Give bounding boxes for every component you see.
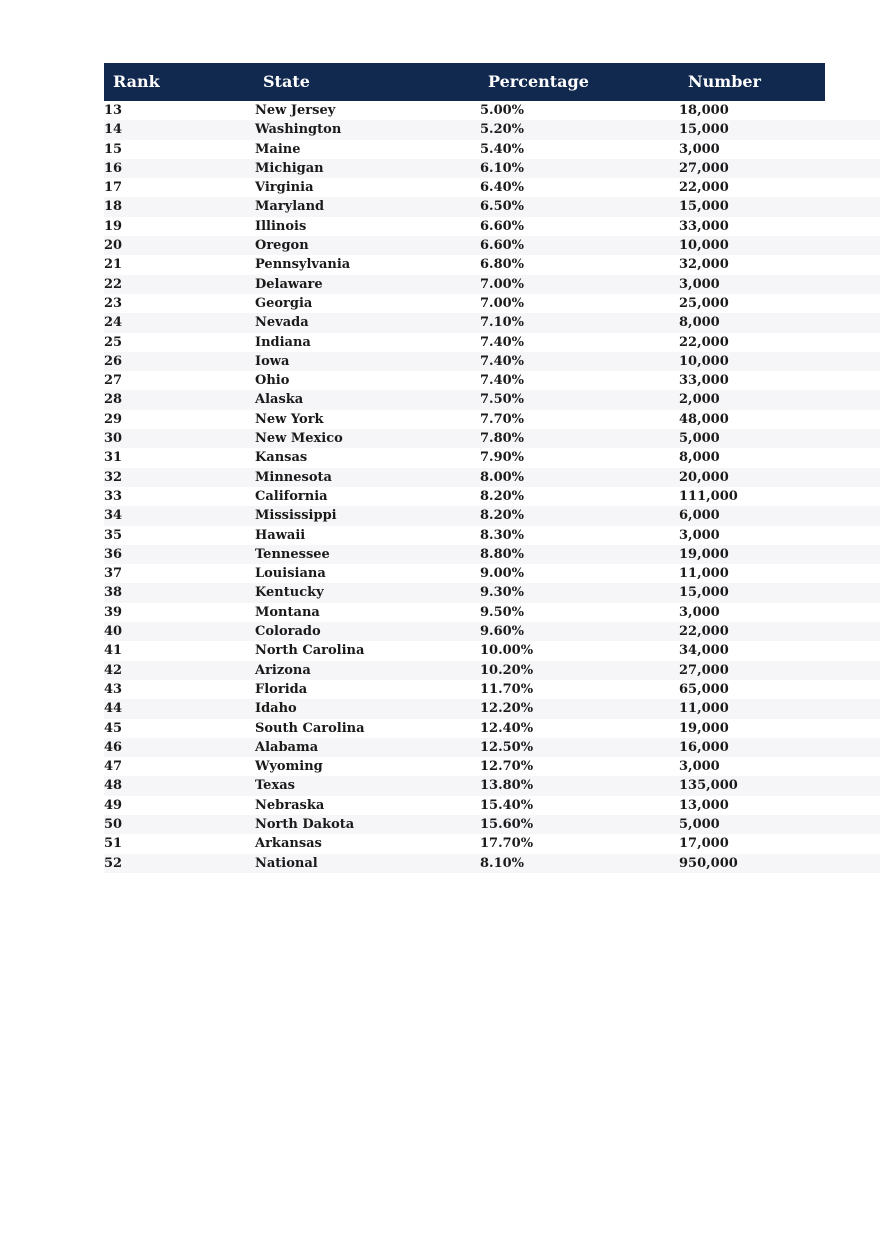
table-row [104,680,880,699]
state-cell: Florida [255,681,308,697]
percentage-cell: 8.80% [480,546,525,562]
rank-cell: 40 [104,624,123,640]
rank-cell: 37 [104,566,123,582]
table-row [104,699,880,718]
table-row [104,120,880,139]
percentage-cell: 6.40% [480,180,525,196]
rank-cell: 48 [104,778,123,794]
percentage-cell: 7.00% [480,295,525,311]
percentage-cell: 8.30% [480,527,525,543]
number-cell: 48,000 [679,411,729,427]
state-cell: Georgia [255,295,313,311]
number-cell: 135,000 [679,778,738,794]
rank-cell: 47 [104,759,123,775]
table-row [104,564,880,583]
rank-cell: 25 [104,334,123,350]
table-row [104,410,880,429]
state-cell: Illinois [255,218,307,234]
percentage-cell: 8.20% [480,488,525,504]
header-number: Number [688,72,761,91]
state-cell: Mississippi [255,508,337,524]
state-cell: Michigan [255,160,324,176]
percentage-cell: 7.40% [480,334,525,350]
number-cell: 3,000 [679,527,720,543]
table-row [104,448,880,467]
number-cell: 8,000 [679,315,720,331]
number-cell: 10,000 [679,353,729,369]
percentage-cell: 6.50% [480,199,525,215]
header-state: State [263,72,310,91]
number-cell: 20,000 [679,469,729,485]
number-cell: 15,000 [679,199,729,215]
percentage-cell: 9.60% [480,624,525,640]
number-cell: 3,000 [679,141,720,157]
percentage-cell: 12.20% [480,701,534,717]
rank-cell: 21 [104,257,123,273]
number-cell: 19,000 [679,720,729,736]
rank-cell: 18 [104,199,123,215]
percentage-cell: 7.70% [480,411,525,427]
number-cell: 950,000 [679,855,738,871]
table-row [104,622,880,641]
state-cell: Iowa [255,353,290,369]
table-row [104,313,880,332]
table-row [104,776,880,795]
rank-cell: 49 [104,797,123,813]
rank-cell: 34 [104,508,123,524]
percentage-cell: 12.40% [480,720,534,736]
number-cell: 27,000 [679,662,729,678]
percentage-cell: 7.40% [480,373,525,389]
state-cell: Tennessee [255,546,330,562]
rank-cell: 33 [104,488,123,504]
rank-cell: 16 [104,160,123,176]
percentage-cell: 8.20% [480,508,525,524]
rank-cell: 36 [104,546,123,562]
number-cell: 15,000 [679,585,729,601]
table-row [104,719,880,738]
rank-cell: 19 [104,218,123,234]
state-cell: Nevada [255,315,309,331]
rank-cell: 28 [104,392,123,408]
percentage-cell: 5.20% [480,122,525,138]
rank-cell: 23 [104,295,123,311]
percentage-cell: 12.70% [480,759,534,775]
rank-cell: 46 [104,739,123,755]
table-row [104,545,880,564]
percentage-cell: 11.70% [480,681,534,697]
table-row [104,178,880,197]
number-cell: 8,000 [679,450,720,466]
table-row [104,506,880,525]
header-percentage: Percentage [488,72,589,91]
percentage-cell: 10.00% [480,643,534,659]
table-row [104,854,880,873]
number-cell: 19,000 [679,546,729,562]
percentage-cell: 9.50% [480,604,525,620]
percentage-cell: 6.60% [480,238,525,254]
rank-cell: 50 [104,816,123,832]
table-row [104,390,880,409]
rank-cell: 27 [104,373,123,389]
percentage-cell: 9.00% [480,566,525,582]
percentage-cell: 7.40% [480,353,525,369]
percentage-cell: 8.10% [480,855,525,871]
state-cell: Kentucky [255,585,324,601]
state-cell: Wyoming [255,759,323,775]
table-row [104,583,880,602]
number-cell: 3,000 [679,604,720,620]
number-cell: 65,000 [679,681,729,697]
rank-cell: 24 [104,315,123,331]
state-cell: Louisiana [255,566,326,582]
table-row [104,815,880,834]
table-row [104,294,880,313]
table-row [104,834,880,853]
number-cell: 3,000 [679,276,720,292]
state-cell: Kansas [255,450,308,466]
table-row [104,661,880,680]
percentage-cell: 17.70% [480,836,534,852]
rank-cell: 29 [104,411,123,427]
state-cell: Minnesota [255,469,332,485]
number-cell: 22,000 [679,334,729,350]
table-row [104,738,880,757]
state-cell: Ohio [255,373,290,389]
percentage-cell: 13.80% [480,778,534,794]
table-row [104,236,880,255]
rank-cell: 30 [104,431,123,447]
percentage-cell: 5.40% [480,141,525,157]
rank-cell: 51 [104,836,123,852]
state-cell: Colorado [255,624,321,640]
state-cell: New Jersey [255,103,336,118]
table-row [104,526,880,545]
percentage-cell: 7.00% [480,276,525,292]
state-cell: Montana [255,604,320,620]
rank-cell: 39 [104,604,123,620]
state-cell: Alabama [255,739,319,755]
state-cell: Idaho [255,701,297,717]
table-row [104,140,880,159]
table-row [104,255,880,274]
state-cell: Hawaii [255,527,306,543]
rank-cell: 45 [104,720,123,736]
state-cell: Arkansas [255,836,322,852]
number-cell: 22,000 [679,180,729,196]
percentage-cell: 5.00% [480,103,525,118]
rank-cell: 14 [104,122,123,138]
state-cell: Maine [255,141,301,157]
table-row [104,371,880,390]
state-cell: Delaware [255,276,323,292]
state-cell: New Mexico [255,431,343,447]
percentage-cell: 6.80% [480,257,525,273]
number-cell: 33,000 [679,373,729,389]
number-cell: 18,000 [679,103,729,118]
number-cell: 33,000 [679,218,729,234]
state-cell: South Carolina [255,720,365,736]
state-cell: Alaska [255,392,304,408]
percentage-cell: 6.60% [480,218,525,234]
number-cell: 25,000 [679,295,729,311]
number-cell: 11,000 [679,701,729,717]
rank-cell: 41 [104,643,123,659]
state-cell: Nebraska [255,797,325,813]
table-row [104,429,880,448]
number-cell: 32,000 [679,257,729,273]
rank-cell: 22 [104,276,123,292]
state-cell: Pennsylvania [255,257,351,273]
state-cell: Maryland [255,199,325,215]
state-cell: North Dakota [255,816,355,832]
rank-cell: 17 [104,180,123,196]
state-cell: Texas [255,778,295,794]
rank-cell: 35 [104,527,123,543]
table-row [104,159,880,178]
number-cell: 6,000 [679,508,720,524]
percentage-cell: 9.30% [480,585,525,601]
number-cell: 17,000 [679,836,729,852]
number-cell: 2,000 [679,392,720,408]
rank-cell: 38 [104,585,123,601]
table-row [104,333,880,352]
rank-cell: 52 [104,855,123,871]
number-cell: 11,000 [679,566,729,582]
number-cell: 111,000 [679,488,738,504]
number-cell: 34,000 [679,643,729,659]
percentage-cell: 7.90% [480,450,525,466]
state-cell: National [255,855,318,871]
number-cell: 15,000 [679,122,729,138]
state-cell: Virginia [255,180,314,196]
number-cell: 22,000 [679,624,729,640]
table-row [104,487,880,506]
state-cell: New York [255,411,324,427]
table-body [104,101,880,873]
number-cell: 16,000 [679,739,729,755]
state-cell: Washington [255,122,342,138]
number-cell: 10,000 [679,238,729,254]
rank-cell: 13 [104,103,123,118]
rank-cell: 42 [104,662,123,678]
rank-cell: 20 [104,238,123,254]
number-cell: 27,000 [679,160,729,176]
table-row [104,101,880,120]
state-cell: Arizona [255,662,311,678]
percentage-cell: 6.10% [480,160,525,176]
rank-cell: 26 [104,353,123,369]
table-row [104,217,880,236]
rank-cell: 43 [104,681,123,697]
table-row [104,641,880,660]
rank-cell: 31 [104,450,123,466]
table-row [104,197,880,216]
rank-cell: 44 [104,701,123,717]
state-cell: North Carolina [255,643,365,659]
number-cell: 5,000 [679,431,720,447]
table-header [104,63,825,101]
rank-cell: 32 [104,469,123,485]
data-table [104,63,880,873]
number-cell: 5,000 [679,816,720,832]
percentage-cell: 7.80% [480,431,525,447]
percentage-cell: 12.50% [480,739,534,755]
header-rank: Rank [113,72,160,91]
state-cell: Oregon [255,238,309,254]
state-cell: California [255,488,328,504]
percentage-cell: 10.20% [480,662,534,678]
rank-cell: 15 [104,141,123,157]
table-row [104,757,880,776]
table-row [104,603,880,622]
state-cell: Indiana [255,334,311,350]
table-row [104,796,880,815]
percentage-cell: 15.60% [480,816,534,832]
percentage-cell: 8.00% [480,469,525,485]
percentage-cell: 7.50% [480,392,525,408]
percentage-cell: 7.10% [480,315,525,331]
percentage-cell: 15.40% [480,797,534,813]
table-row [104,275,880,294]
table-row [104,352,880,371]
number-cell: 13,000 [679,797,729,813]
number-cell: 3,000 [679,759,720,775]
table-row [104,468,880,487]
